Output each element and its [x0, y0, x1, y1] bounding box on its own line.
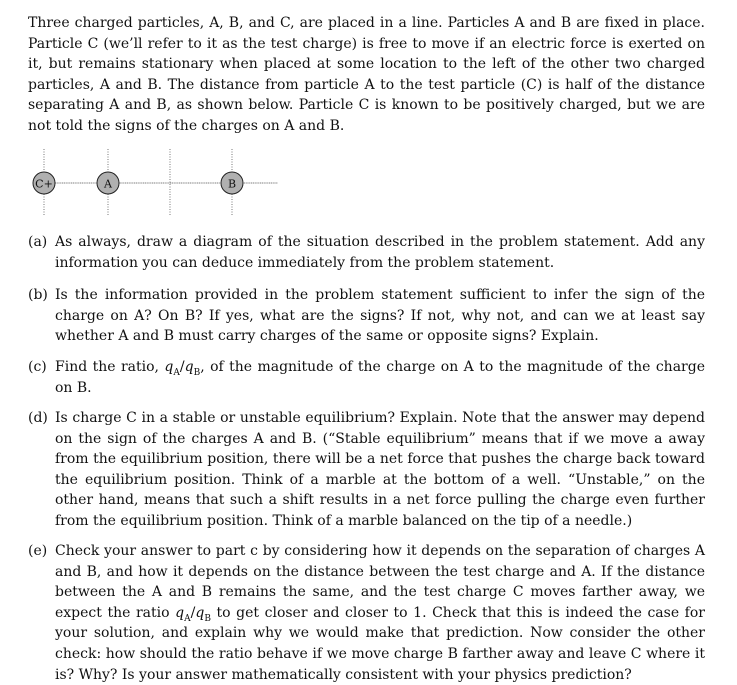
question-d-text: Is charge C in a stable or unstable equilibrium? Explain. Note that the answer may depend on the sign of the charges A and B. (“Stable equilibrium” means that if we move a away from the equilibrium position, there will be a net force that pushes the charge back toward the equilibrium position. Think of a marble at the bottom of a well. “Unstable,” on the other hand, means that such a shift results in a net force pulling the charge even further from the equilibrium position. Think of a marble balanced on the tip of a needle.) — [55, 410, 705, 529]
question-b-label: (b) — [28, 287, 48, 303]
problem-statement: Three charged particles, A, B, and C, are placed in a line. Particles A and B are fixed in place. Particle C (we’ll refer to it as the test charge) is free to move if an electric force is exerted on it, but remains stationary when placed at some location to the left of the other two charged particles, A and B. The distance from particle A to the test particle (C) is half of the distance separating A and B, as shown below. Particle C is known to be positively charged, but we are not told the signs of the charges on A and B. — [28, 15, 705, 134]
question-c — [28, 357, 705, 398]
particle-c — [33, 172, 55, 194]
question-e — [28, 541, 705, 685]
question-b-text: Is the information provided in the problem statement sufficient to infer the sign of the charge on A? On B? If yes, what are the signs? If not, why not, and can we at least say whether A and B must carry charges of the same or opposite signs? Explain. — [55, 287, 705, 345]
particle-b — [221, 172, 243, 194]
particle-a — [97, 172, 119, 194]
question-e-text: Check your answer to part c by considering how it depends on the separation of charges A and B, and how it depends on the distance between the test charge and A. If the distance between the A and B remains the same, and the test charge C moves farther away, we expect the ratio $q_A/q_B$ to get closer and closer to 1. Check that this is indeed the case for your solution, and explain why we would make that prediction. Now consider the other check: how should the ratio behave if we move charge B farther away and leave C where it is? Why? Is your answer mathematically consistent with your physics prediction? — [55, 543, 705, 683]
charge-ratio: $q_A/q_B$ — [164, 359, 201, 378]
question-c-label: (c) — [28, 359, 47, 375]
charge-ratio-e: $q_A/q_B$ — [175, 604, 211, 624]
question-c-text: Find the ratio, $q_A/q_B$, of the magnitude of the charge on A to the magnitude of the charge on B. — [55, 359, 705, 396]
question-d — [28, 408, 705, 532]
charge-diagram — [0, 143, 737, 215]
question-a-label: (a) — [28, 234, 48, 250]
question-d-label: (d) — [28, 410, 48, 426]
question-e-label: (e) — [28, 543, 48, 559]
particle-c-label: C+ — [35, 177, 53, 191]
question-b — [28, 285, 705, 347]
particle-b-label: B — [227, 177, 237, 191]
particle-a-label: A — [104, 177, 112, 191]
question-a — [28, 232, 705, 273]
question-a-text: As always, draw a diagram of the situation described in the problem statement. Add any information you can deduce immediately from the problem statement. — [55, 234, 705, 271]
